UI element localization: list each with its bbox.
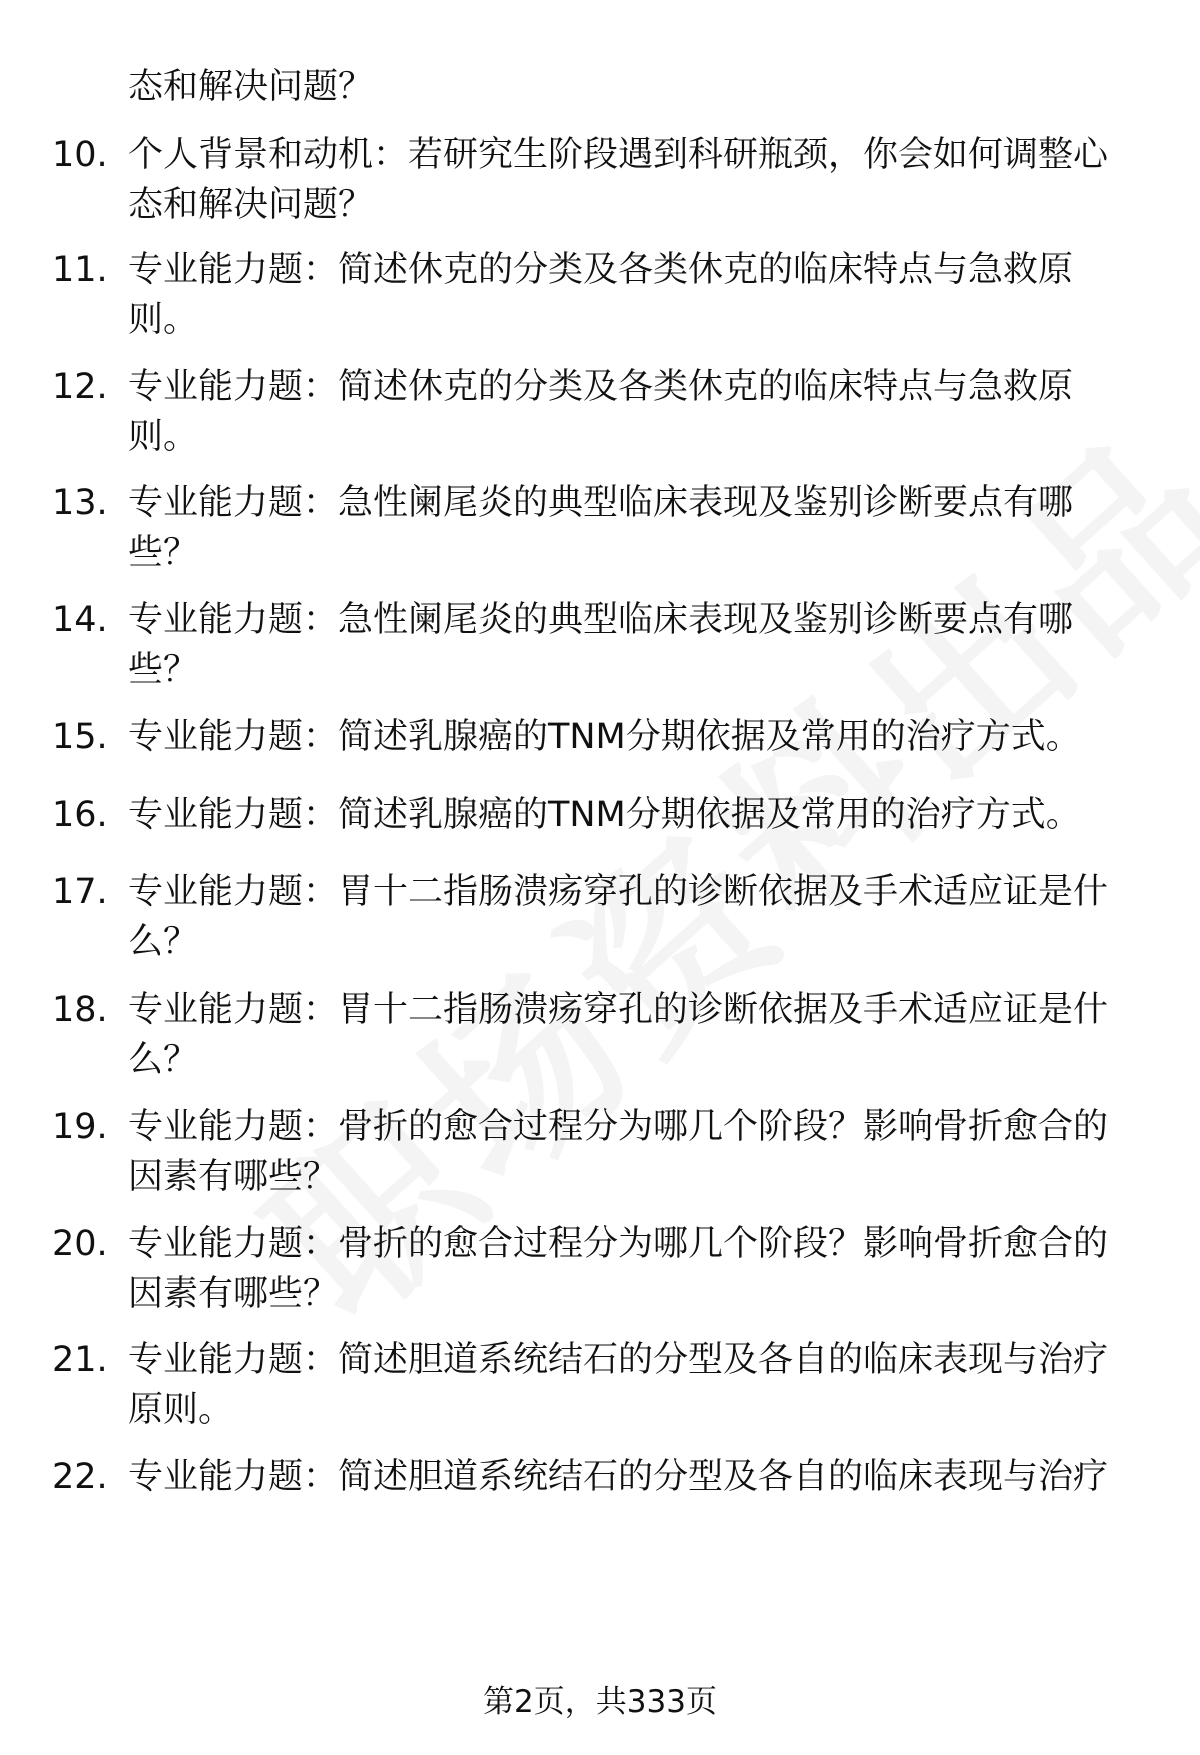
question-text: 专业能力题：胃十二指肠溃疡穿孔的诊断依据及手术适应证是什么？ <box>128 990 1109 1080</box>
question-text: 专业能力题：简述胆道系统结石的分型及各自的临床表现与治疗 <box>128 1457 1109 1497</box>
question-number: 19. <box>52 1107 108 1147</box>
question-text: 专业能力题：骨折的愈合过程分为哪几个阶段？影响骨折愈合的因素有哪些？ <box>128 1224 1109 1314</box>
question-number: 13. <box>52 483 108 523</box>
question-text: 专业能力题：急性阑尾炎的典型临床表现及鉴别诊断要点有哪些？ <box>128 600 1074 690</box>
page-footer: 第2页，共333页 <box>483 1684 717 1720</box>
question-number: 15. <box>52 717 108 757</box>
question-number: 10. <box>52 135 108 175</box>
question-number: 20. <box>52 1224 108 1264</box>
question-text: 专业能力题：骨折的愈合过程分为哪几个阶段？影响骨折愈合的因素有哪些？ <box>128 1107 1109 1197</box>
question-number: 11. <box>52 250 108 290</box>
question-text: 专业能力题：简述休克的分类及各类休克的临床特点与急救原则。 <box>128 250 1074 340</box>
question-text: 专业能力题：简述休克的分类及各类休克的临床特点与急救原则。 <box>128 367 1074 457</box>
continuation-text: 态和解决问题？ <box>128 67 374 107</box>
question-number: 21. <box>52 1340 108 1380</box>
question-text: 专业能力题：简述胆道系统结石的分型及各自的临床表现与治疗原则。 <box>128 1340 1109 1430</box>
question-text: 个人背景和动机：若研究生阶段遇到科研瓶颈，你会如何调整心态和解决问题？ <box>128 135 1109 225</box>
question-text: 专业能力题：简述乳腺癌的TNM分期依据及常用的治疗方式。 <box>128 795 1081 835</box>
question-number: 18. <box>52 990 108 1030</box>
question-number: 17. <box>52 872 108 912</box>
question-text: 专业能力题：胃十二指肠溃疡穿孔的诊断依据及手术适应证是什么？ <box>128 872 1109 962</box>
question-number: 16. <box>52 795 108 835</box>
question-text: 专业能力题：简述乳腺癌的TNM分期依据及常用的治疗方式。 <box>128 717 1081 757</box>
question-text: 专业能力题：急性阑尾炎的典型临床表现及鉴别诊断要点有哪些？ <box>128 483 1074 573</box>
question-number: 14. <box>52 600 108 640</box>
question-number: 12. <box>52 367 108 407</box>
question-number: 22. <box>52 1457 108 1497</box>
